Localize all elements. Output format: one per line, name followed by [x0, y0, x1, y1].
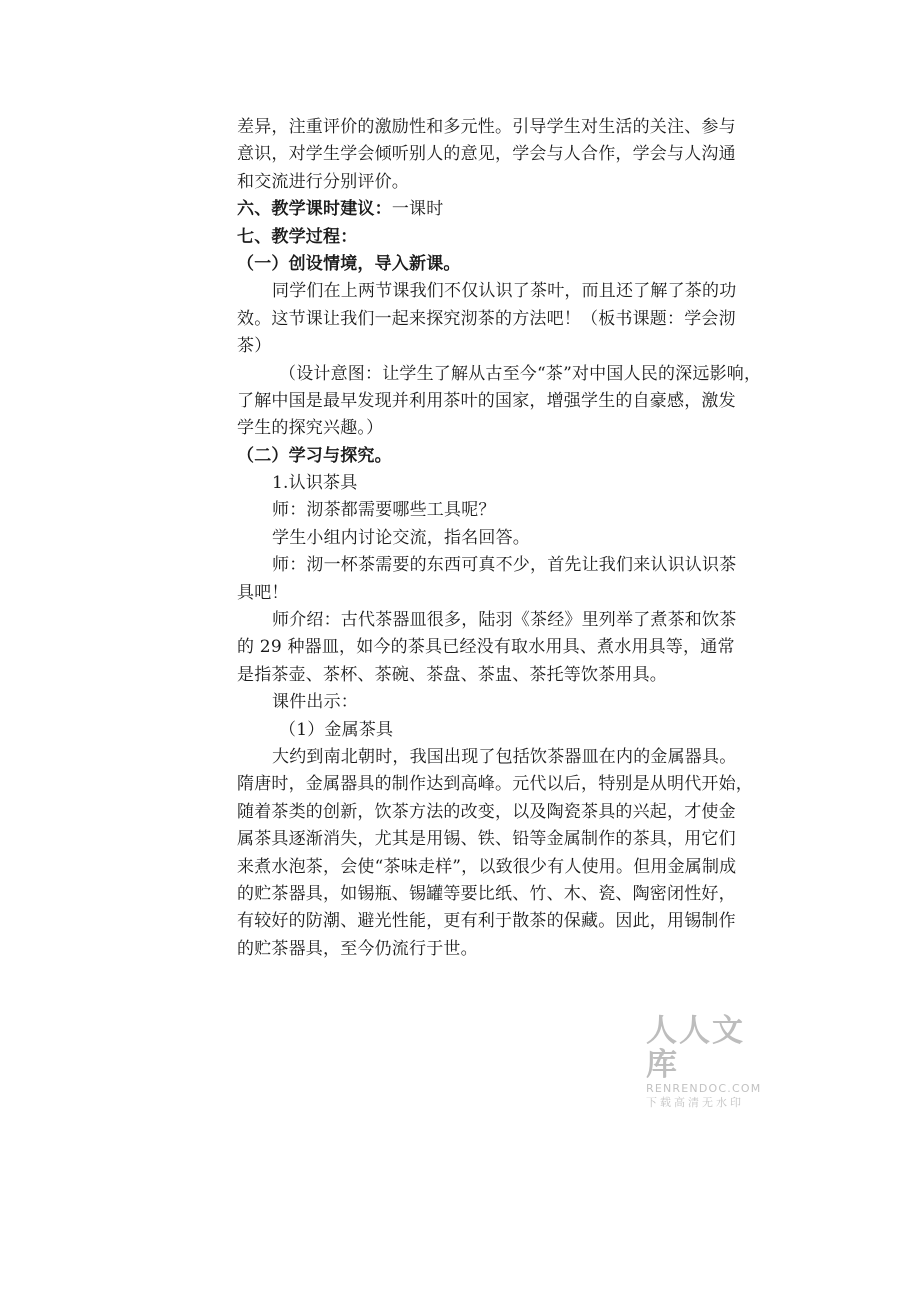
text-line: 意识，对学生学会倾听别人的意见，学会与人合作，学会与人沟通 [237, 144, 736, 165]
metal-para-line: 有较好的防潮、避光性能，更有利于散茶的保藏。因此，用锡制作 [237, 911, 736, 932]
metal-para-line: 的贮茶器具，如锡瓶、锡罐等要比纸、竹、木、瓷、陶密闭性好， [237, 883, 736, 904]
text-line: 和交流进行分别评价。 [237, 171, 409, 192]
design-intent-line: 了解中国是最早发现并利用茶叶的国家，增强学生的自豪感，激发 [237, 390, 736, 411]
student-activity: 学生小组内讨论交流，指名回答。 [272, 527, 530, 548]
intro-line: 茶） [237, 336, 272, 357]
part-2-heading: （二）学习与探究。 [237, 445, 392, 466]
item-1-heading: （1）金属茶具 [279, 719, 394, 740]
teacher-line: 具吧！ [237, 582, 289, 603]
teacher-intro-line: 是指茶壶、茶杯、茶碗、茶盘、茶盅、茶托等饮茶用具。 [237, 664, 667, 685]
intro-line: 效。这节课让我们一起来探究沏茶的方法吧！（板书课题：学会沏 [237, 308, 736, 329]
part-1-heading: （一）创设情境，导入新课。 [237, 253, 461, 274]
section-7-heading: 七、教学过程： [237, 226, 358, 247]
teacher-intro-line: 的 29 种器皿，如今的茶具已经没有取水用具、煮水用具等，通常 [237, 637, 735, 658]
design-intent-line: （设计意图：让学生了解从古至今“茶”对中国人民的深远影响， [279, 363, 762, 384]
courseware-label: 课件出示： [272, 692, 358, 713]
metal-para-line: 的贮茶器具，至今仍流行于世。 [237, 938, 478, 959]
section-6 [237, 196, 789, 223]
metal-para-line: 大约到南北朝时，我国出现了包括饮茶器皿在内的金属器具。 [272, 746, 737, 767]
text-line: 差异，注重评价的激励性和多元性。引导学生对生活的关注、参与 [237, 117, 736, 137]
step-1: 1.认识茶具 [272, 473, 358, 494]
teacher-question: 师：沏茶都需要哪些工具呢？ [272, 500, 496, 521]
document-page [237, 114, 789, 963]
section-6-value: 一课时 [391, 199, 444, 220]
section-6-heading: 六、教学课时建议： [237, 199, 392, 220]
metal-para-line: 属茶具逐渐消失，尤其是用锡、铁、铅等金属制作的茶具，用它们 [237, 829, 736, 850]
watermark-url: RENRENDOC.COM [646, 1082, 762, 1095]
metal-para-line: 来煮水泡茶，会使“茶味走样”，以致很少有人使用。但用金属制成 [237, 856, 737, 877]
teacher-intro-line: 师介绍：古代茶器皿很多，陆羽《茶经》里列举了煮茶和饮茶 [272, 610, 737, 631]
design-intent-line: 学生的探究兴趣。） [237, 418, 384, 439]
metal-para-line: 隋唐时，金属器具的制作达到高峰。元代以后，特别是从明代开始， [237, 774, 753, 795]
watermark-logo: 人人文库 [646, 1013, 745, 1083]
watermark [646, 1014, 772, 1110]
intro-line: 同学们在上两节课我们不仅认识了茶叶，而且还了解了茶的功 [272, 281, 737, 302]
teacher-line: 师：沏一杯茶需要的东西可真不少，首先让我们来认识认识茶 [272, 555, 737, 576]
metal-para-line: 随着茶类的创新，饮茶方法的改变，以及陶瓷茶具的兴起，才使金 [237, 801, 736, 822]
watermark-tagline: 下载高清无水印 [646, 1096, 744, 1109]
